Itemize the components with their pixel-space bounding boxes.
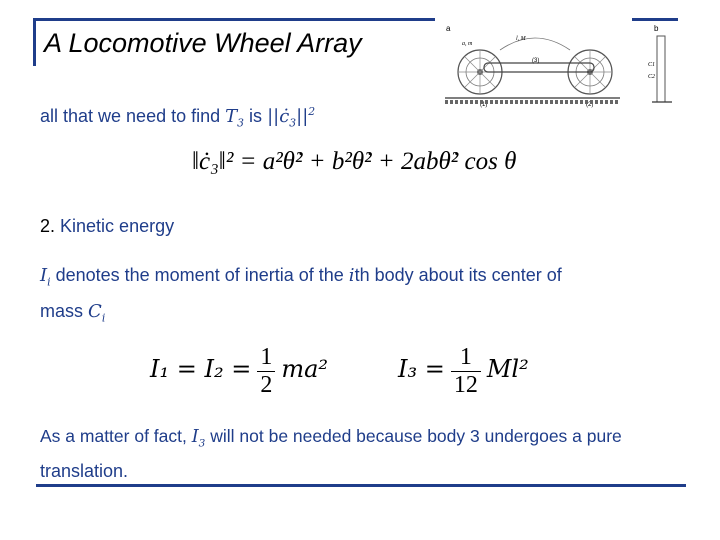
svg-text:C1: C1 — [648, 62, 656, 68]
bottom-rule — [36, 484, 686, 487]
inertia-definition-line2: mass $C_i$ — [40, 301, 106, 325]
svg-text:C2: C2 — [648, 74, 656, 80]
translation-note-line1: As a matter of fact, $I_3$ will not be needed because body 3 undergoes a pure — [40, 426, 622, 450]
locomotive-figure — [440, 22, 680, 114]
inertia-equation-wheels: I₁ = I₂ = $\frac{1}{2}$ ma² — [150, 344, 328, 398]
velocity-norm-equation: ‖ċ₃‖² = a²θ̇² + b²θ̇² + 2abθ̇² cos θ — [192, 148, 517, 175]
inertia-definition-line1: $I_i$ denotes the moment of inertia of the ith body about its center of — [40, 265, 562, 289]
title-top-rule — [33, 18, 435, 21]
svg-text:l, M: l, M — [516, 36, 526, 42]
inertia-equation-rod: I₃ = $\frac{1}{12}$ Ml² — [398, 344, 529, 398]
slide-title: A Locomotive Wheel Array — [44, 28, 362, 58]
figure-label-a: a — [446, 24, 451, 33]
svg-text:a, m: a, m — [462, 41, 473, 47]
title-left-rule — [33, 20, 36, 66]
svg-text:(2): (2) — [586, 102, 594, 108]
svg-text:(3): (3) — [532, 58, 540, 64]
title-top-rule-right — [632, 18, 678, 21]
figure-label-b: b — [654, 24, 659, 33]
find-t3-line: all that we need to find $T_3$ is $||ċ_3||^2$ — [40, 105, 316, 130]
panel-b-body — [657, 36, 665, 102]
translation-note-line2: translation. — [40, 461, 129, 481]
section-heading: 2. Kinetic energy — [40, 216, 175, 236]
svg-text:(1): (1) — [480, 102, 488, 108]
